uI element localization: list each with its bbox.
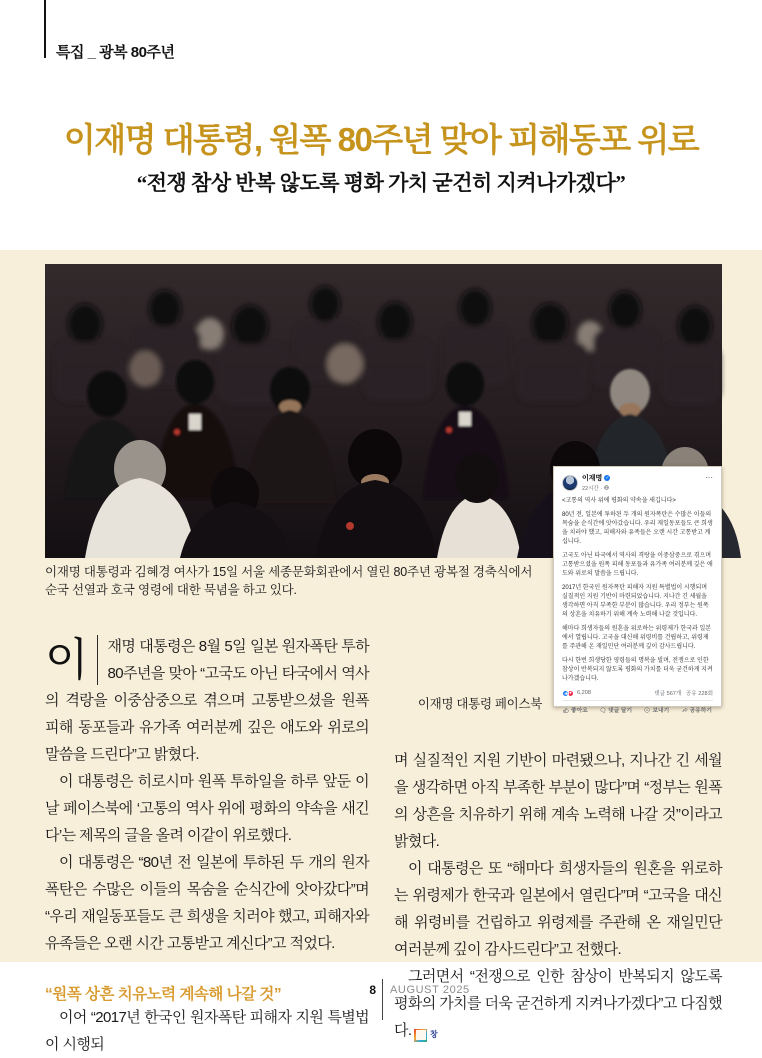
comment-share-counts[interactable] — [654, 689, 713, 697]
endmark-glyph: 창 — [416, 1030, 426, 1040]
photo-caption-line1: 이재명 대통령과 김혜경 여사가 15일 서울 세종문화회관에서 열린 80주년 광복절 경축식에서 — [45, 565, 533, 579]
like-button-label: 좋아요 — [571, 708, 588, 714]
send-button-label: 보내기 — [652, 708, 670, 714]
author-name[interactable]: 이재명 — [582, 475, 603, 482]
kicker-rule — [44, 0, 46, 58]
article-paragraph: 이 대통령은 또 “해마다 희생자들의 원혼을 위로하는 위령제가 한국과 일본에서 열린다”며 “고국을 대신해 위령비를 건립하고 위령제를 주관해 온 재일민단 여러분께 깊이 감사드린다”고 전했다. — [394, 860, 722, 958]
facebook-post-card — [553, 466, 722, 714]
article-subheading: “원폭 상흔 치유노력 계속해 나갈 것” — [45, 986, 282, 1003]
post-action-bar — [562, 701, 713, 714]
article-column-left — [45, 633, 369, 1058]
article-paragraph: 이어 “2017년 한국인 원자폭탄 피해자 지원 특별법이 시행되 — [45, 1009, 369, 1053]
page-title: 이재명 대통령, 원폭 80주년 맞아 피해동포 위로 — [63, 121, 699, 158]
article-paragraph: 재명 대통령은 8월 5일 일본 원자폭탄 투하 80주년을 맞아 “고국도 아닌 타국에서 역사의 격랑을 이중삼중으로 겪으며 고통받으셨을 원폭 피해 동포들과 유가족 여러분께 깊은 애도와 위로의 말씀을 드린다”고 밝혔다. — [45, 638, 369, 763]
comment-button-label: 댓글 달기 — [608, 708, 633, 714]
globe-icon — [604, 485, 609, 492]
photo-caption — [45, 563, 585, 599]
reaction-summary[interactable] — [562, 690, 591, 697]
facebook-post-caption: 이재명 대통령 페이스북 — [417, 697, 542, 711]
post-paragraph: 해마다 희생자들의 원혼을 위로하는 위령제가 한국과 일본에서 열립니다. 고국을 대신해 위령비를 건립하고, 위령제를 주관해 온 재일민단 여러분께 깊이 감사드립니다. — [562, 626, 712, 650]
post-engagement-row — [562, 689, 713, 701]
comment-icon — [600, 707, 606, 713]
share-button-label: 공유하기 — [689, 708, 712, 714]
thumbs-up-icon — [563, 707, 569, 713]
page-number: 8 — [369, 983, 376, 997]
drop-cap: 이 — [45, 635, 98, 685]
love-reaction-icon: ♥ — [567, 690, 574, 697]
post-timestamp: 22시간 · — [582, 486, 603, 492]
article-paragraph: 이 대통령은 “80년 전 일본에 투하된 두 개의 원자폭탄은 수많은 이들의 목숨을 순식간에 앗아갔다”며 “우리 재일동포들도 큰 희생을 치러야 했고, 피해자와 유족들은 오랜 시간 고통받고 계신다”고 적었다. — [45, 854, 369, 952]
profile-identity — [582, 473, 705, 492]
page-subtitle: “전쟁 참상 반복 않도록 평화 가치 굳건히 지켜나가겠다” — [136, 171, 626, 195]
share-button[interactable] — [682, 705, 712, 714]
post-options-menu[interactable]: ⋯ — [705, 473, 713, 482]
like-reaction-icon — [562, 690, 569, 697]
post-paragraph: 고국도 아닌 타국에서 역사의 격랑을 이중삼중으로 겪으며 고통받으셨을 원폭 피해 동포들과 유가족 여러분께 깊은 애도와 위로의 말씀을 드립니다. — [562, 553, 713, 577]
comment-count: 댓글 567개 — [654, 691, 682, 697]
send-icon — [644, 707, 650, 713]
post-paragraph: 80년 전, 일본에 투하된 두 개의 원자폭탄은 수많은 이들의 목숨을 순식간에 앗아갔습니다. 우리 재일동포들도 큰 희생을 치러야 했고, 피해자와 유족들은 오랜 시간 고통받고 계십니다. — [562, 512, 713, 545]
post-paragraph: 2017년 한국인 원자폭탄 피해자 지원 특별법이 시행되며 실질적인 지원 기반이 마련되었습니다. 지나간 긴 세월을 생각하면 아직 부족한 부분이 많습니다. 우리 정부는 원폭의 상흔을 치유하기 위해 계속 노력해 나갈 것입니다. — [562, 585, 709, 618]
profile-avatar[interactable] — [562, 475, 578, 491]
article-paragraph — [394, 963, 722, 1044]
section-kicker: 특집 _ 광복 80주년 — [56, 44, 175, 61]
article-paragraph: 이 대통령은 히로시마 원폭 투하일을 하루 앞둔 이날 페이스북에 ‘고통의 역사 위에 평화의 약속을 새긴다’는 제목의 글을 올려 이같이 위로했다. — [45, 773, 369, 844]
article-paragraph-text: 그러면서 “전쟁으로 인한 참상이 반복되지 않도록 평화의 가치를 더욱 굳건하게 지켜나가겠다”고 다짐했다. — [394, 968, 722, 1039]
article-paragraph: 며 실질적인 지원 기반이 마련됐으나, 지나간 긴 세월을 생각하면 아직 부족한 부분이 많다”며 “정부는 원폭의 상흔을 치유하기 위해 계속 노력해 나갈 것”이라고 밝혔다. — [394, 752, 722, 850]
verified-badge-icon: ✓ — [605, 475, 610, 480]
comment-button[interactable] — [600, 705, 632, 714]
issue-label: AUGUST 2025 — [390, 984, 470, 996]
like-button[interactable] — [563, 705, 588, 714]
footer-divider — [382, 979, 383, 1020]
facebook-post-header — [562, 473, 713, 492]
article-endmark-icon — [414, 1029, 438, 1042]
post-title: <고통의 역사 위에 평화의 약속을 새깁니다> — [562, 498, 676, 504]
reaction-count: 6,208 — [577, 690, 591, 696]
share-icon — [682, 707, 688, 713]
share-count: 공유 228회 — [685, 691, 713, 697]
send-button[interactable] — [644, 705, 669, 714]
photo-caption-line2: 순국 선열과 호국 영령에 대한 묵념을 하고 있다. — [45, 583, 297, 598]
post-paragraph: 다시 한번 희생당한 영령들의 명복을 빌며, 전쟁으로 인한 참상이 반복되지 않도록 평화의 가치를 더욱 굳건하게 지켜나가겠습니다. — [562, 658, 713, 682]
article-column-right — [394, 747, 722, 1044]
